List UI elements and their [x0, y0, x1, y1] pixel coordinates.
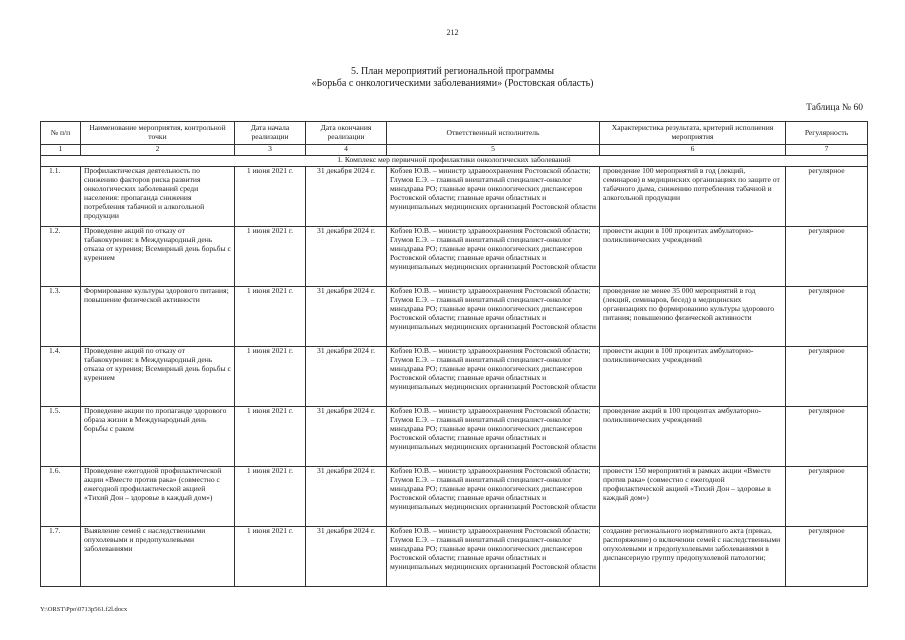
table-row	[41, 347, 868, 407]
header-start-date: Дата начала реализации	[235, 122, 306, 145]
row-number: 1.2.	[41, 227, 81, 287]
column-number-row	[41, 145, 868, 156]
row-name: Проведение акций по отказу от табакокурения: в Международный день отказа от курения; Всемирный день борьбы с курением	[81, 347, 235, 407]
file-path: Y:\ORST\Ppo\0713p561.f2l.docx	[40, 606, 128, 613]
row-start-date: 1 июня 2021 г.	[235, 527, 306, 587]
row-regularity: регулярное	[786, 167, 868, 227]
row-name: Проведение ежегодной профилактической акции «Вместе против рака» (совместно с ежегодной профилактической акцией «Тихий Дон – здоровье в каждый дом»)	[81, 467, 235, 527]
table-label: Таблица № 60	[806, 103, 863, 113]
table-row	[41, 227, 868, 287]
row-number: 1.1.	[41, 167, 81, 227]
row-start-date: 1 июня 2021 г.	[235, 287, 306, 347]
row-start-date: 1 июня 2021 г.	[235, 347, 306, 407]
row-regularity: регулярное	[786, 287, 868, 347]
row-number: 1.3.	[41, 287, 81, 347]
column-number: 7	[786, 145, 868, 156]
header-row	[41, 122, 868, 145]
table-row	[41, 407, 868, 467]
row-number: 1.5.	[41, 407, 81, 467]
row-result: проведение акций в 100 процентах амбулаторно-поликлинических учреждений	[600, 407, 786, 467]
document-title	[0, 66, 905, 90]
row-name: Формирование культуры здорового питания; повышение физической активности	[81, 287, 235, 347]
row-end-date: 31 декабря 2024 г.	[306, 407, 387, 467]
row-regularity: регулярное	[786, 527, 868, 587]
row-regularity: регулярное	[786, 467, 868, 527]
row-start-date: 1 июня 2021 г.	[235, 167, 306, 227]
row-end-date: 31 декабря 2024 г.	[306, 167, 387, 227]
row-regularity: регулярное	[786, 407, 868, 467]
title-line-2: «Борьба с онкологическими заболеваниями» (Ростовская область)	[311, 78, 594, 89]
row-start-date: 1 июня 2021 г.	[235, 407, 306, 467]
row-name: Профилактическая деятельность по снижению факторов риска развития онкологических заболеваний среди населения: пропаганда снижения потребления табачной и алкогольной продукции	[81, 167, 235, 227]
row-executor: Кобзев Ю.В. – министр здравоохранения Ростовской области; Глумов Е.Э. – главный внештатный специалист-онколог минздрава РО; главные врачи онкологических диспансеров Ростовской области; главные врачи областных и муниципальных медицинских организаций Ростовской области	[387, 167, 600, 227]
row-result: проведение не менее 35 000 мероприятий в год (лекций, семинаров, бесед) в медицинских организациях по формированию культуры здорового питания; повышению физической активности	[600, 287, 786, 347]
row-start-date: 1 июня 2021 г.	[235, 467, 306, 527]
row-result: создание регионального нормативного акта (приказ, распоряжение) о включении семей с наследственными опухолевыми и предопухолевыми заболеваниями в диспансерную группу предопухолевой патологии;	[600, 527, 786, 587]
row-executor: Кобзев Ю.В. – министр здравоохранения Ростовской области; Глумов Е.Э. – главный внештатный специалист-онколог минздрава РО; главные врачи онкологических диспансеров Ростовской области; главные врачи областных и муниципальных медицинских организаций Ростовской области	[387, 347, 600, 407]
row-executor: Кобзев Ю.В. – министр здравоохранения Ростовской области; Глумов Е.Э. – главный внештатный специалист-онколог минздрава РО; главные врачи онкологических диспансеров Ростовской области; главные врачи областных и муниципальных медицинских организаций Ростовской области	[387, 227, 600, 287]
row-number: 1.6.	[41, 467, 81, 527]
row-end-date: 31 декабря 2024 г.	[306, 227, 387, 287]
header-end-date: Дата окончания реализации	[306, 122, 387, 145]
column-number: 3	[235, 145, 306, 156]
page-number: 212	[446, 28, 459, 37]
row-name: Проведение акций по отказу от табакокурения: в Международный день отказа от курения; Всемирный день борьбы с курением	[81, 227, 235, 287]
row-result: провести 150 мероприятий в рамках акции «Вместе против рака» (совместно с ежегодной профилактической акцией «Тихий Дон – здоровье в каждый дом»)	[600, 467, 786, 527]
header-regularity: Регулярность	[786, 122, 868, 145]
row-result: провести акции в 100 процентах амбулаторно-поликлинических учреждений	[600, 347, 786, 407]
row-name: Выявление семей с наследственными опухолевыми и предопухолевыми заболеваниями	[81, 527, 235, 587]
title-line-1: 5. План мероприятий региональной программы	[351, 66, 554, 77]
row-executor: Кобзев Ю.В. – министр здравоохранения Ростовской области; Глумов Е.Э. – главный внештатный специалист-онколог минздрава РО; главные врачи онкологических диспансеров Ростовской области; главные врачи областных и муниципальных медицинских организаций Ростовской области	[387, 527, 600, 587]
header-executor: Ответственный исполнитель	[387, 122, 600, 145]
table-row	[41, 167, 868, 227]
header-number: № п/п	[41, 122, 81, 145]
row-end-date: 31 декабря 2024 г.	[306, 527, 387, 587]
row-executor: Кобзев Ю.В. – министр здравоохранения Ростовской области; Глумов Е.Э. – главный внештатный специалист-онколог минздрава РО; главные врачи онкологических диспансеров Ростовской области; главные врачи областных и муниципальных медицинских организаций Ростовской области	[387, 467, 600, 527]
column-number: 6	[600, 145, 786, 156]
row-executor: Кобзев Ю.В. – министр здравоохранения Ростовской области; Глумов Е.Э. – главный внештатный специалист-онколог минздрава РО; главные врачи онкологических диспансеров Ростовской области; главные врачи областных и муниципальных медицинских организаций Ростовской области	[387, 287, 600, 347]
table-row	[41, 467, 868, 527]
row-end-date: 31 декабря 2024 г.	[306, 287, 387, 347]
header-result: Характеристика результата, критерий исполнения мероприятия	[600, 122, 786, 145]
column-number: 4	[306, 145, 387, 156]
row-result: проведение 100 мероприятий в год (лекций, семинаров) в медицинских организациях по защите от табачного дыма, снижению потребления табачной и алкогольной продукции	[600, 167, 786, 227]
section-row	[41, 156, 868, 167]
table-row	[41, 287, 868, 347]
row-end-date: 31 декабря 2024 г.	[306, 347, 387, 407]
row-executor: Кобзев Ю.В. – министр здравоохранения Ростовской области; Глумов Е.Э. – главный внештатный специалист-онколог минздрава РО; главные врачи онкологических диспансеров Ростовской области; главные врачи областных и муниципальных медицинских организаций Ростовской области	[387, 407, 600, 467]
section-title: 1. Комплекс мер первичной профилактики онкологических заболеваний	[41, 156, 868, 167]
row-name: Проведение акции по пропаганде здорового образа жизни в Международный день борьбы с раком	[81, 407, 235, 467]
row-number: 1.7.	[41, 527, 81, 587]
row-start-date: 1 июня 2021 г.	[235, 227, 306, 287]
header-name: Наименование мероприятия, контрольной точки	[81, 122, 235, 145]
row-end-date: 31 декабря 2024 г.	[306, 467, 387, 527]
row-regularity: регулярное	[786, 347, 868, 407]
row-result: провести акции в 100 процентах амбулаторно-поликлинических учреждений	[600, 227, 786, 287]
plan-table	[40, 121, 868, 587]
row-regularity: регулярное	[786, 227, 868, 287]
column-number: 2	[81, 145, 235, 156]
column-number: 1	[41, 145, 81, 156]
column-number: 5	[387, 145, 600, 156]
row-number: 1.4.	[41, 347, 81, 407]
table-row	[41, 527, 868, 587]
